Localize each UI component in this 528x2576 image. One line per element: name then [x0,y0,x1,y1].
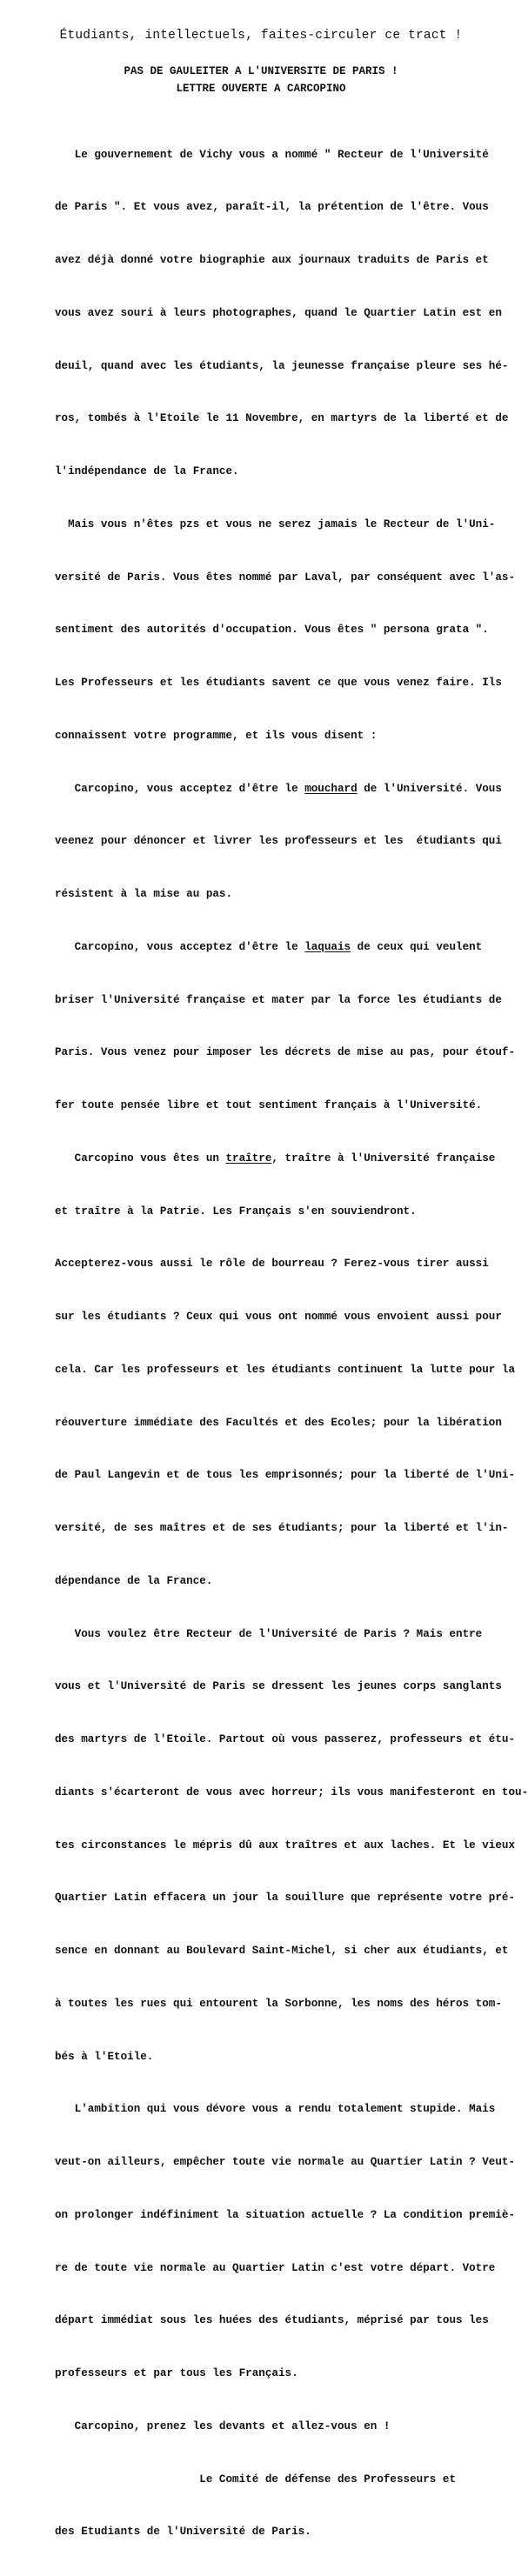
text-line: veut-on ailleurs, empêcher toute vie normale au Quartier Latin ? Veut- [55,2156,516,2168]
text-line: résistent à la mise au pas. [55,888,233,900]
text-line: diants s'écarteront de vous avec horreur; ils vous manifesteront en tou- [55,1785,528,1799]
text-line: réouverture immédiate des Facultés et des Ecoles; pour la libération [55,1416,502,1429]
signature-line: Le Comité de défense des Professeurs et [55,2473,457,2486]
text-line: sentiment des autorités d'occupation. Vous êtes " persona grata ". [55,624,489,637]
underlined-word: laquais [304,940,351,953]
text-line: connaissent votre programme, et ils vous disent : [55,729,378,742]
text-line: de Paul Langevin et de tous les emprisonnés; pour la liberté de l'Uni- [55,1469,516,1482]
text-line: à toutes les rues qui entourent la Sorbonne, les noms des héros tom- [55,1997,502,2010]
letter-body [55,110,528,2576]
text-line: tes circonstances le mépris dû aux traîtres et aux laches. Et le vieux [55,1839,516,1852]
text-line: de Paris ". Et vous avez, paraît-il, la prétention de l'être. Vous [55,201,489,214]
text-line: vous et l'Université de Paris se dressent les jeunes corps sanglants [55,1680,502,1693]
text-line: professeurs et par tous les Français. [55,2367,298,2379]
text-line: sence en donnant au Boulevard Saint-Michel, si cher aux étudiants, et [55,1945,509,1957]
text-line: on prolonger indéfiniment la situation actuelle ? La condition premiè- [55,2208,516,2221]
text-line: fer toute pensée libre et tout sentiment français à l'Université. [55,1099,483,1111]
line-start: Carcopino, vous acceptez d'être le [55,782,305,795]
tract-heading [0,63,522,97]
text-line: vous avez souri à leurs photographes, quand le Quartier Latin est en [55,306,502,319]
circulate-notice: Étudiants, intellectuels, faites-circuler ce tract ! [59,29,463,43]
text-line [55,780,502,797]
text-line: versité de Paris. Vous êtes nommé par Laval, par conséquent avec l'as- [55,571,516,584]
text-line: deuil, quand avec les étudiants, la jeunesse française pleure ses hé- [55,359,509,372]
signature-line: des Etudiants de l'Université de Paris. [55,2526,311,2539]
text-line: et traître à la Patrie. Les Français s'en souviendront. [55,1205,417,1218]
text-line: départ immédiat sous les huées des étudiants, méprisé par tous les [55,2314,489,2327]
underlined-word: mouchard [304,782,358,795]
text-line: des martyrs de l'Etoile. Partout où vous passerez, professeurs et étu- [55,1733,516,1745]
text-line: Mais vous n'êtes pzs et vous ne serez jamais le Recteur de l'Uni- [55,517,496,531]
line-rest: , traître à l'Université française [271,1151,496,1165]
text-line: Quartier Latin effacera un jour la souillure que représente votre pré- [55,1892,516,1905]
text-line: Carcopino, prenez les devants et allez-vous en ! [55,2419,391,2433]
text-line: ros, tombés à l'Etoile le 11 Novembre, en martyrs de la liberté et de [55,412,509,425]
text-line: veenez pour dénoncer et livrer les professeurs et les étudiants qui [55,835,502,848]
underlined-word: traître [225,1151,272,1165]
text-line: Le gouvernement de Vichy vous a nommé " Recteur de l'Université [55,148,489,161]
text-line: cela. Car les professeurs et les étudiants continuent la lutte pour la [55,1363,516,1376]
text-line: bés à l'Etoile. [55,2050,154,2063]
text-line: re de toute vie normale au Quartier Latin c'est votre départ. Votre [55,2261,496,2274]
line-rest: de l'Université. Vous [357,782,502,795]
text-line: Les Professeurs et les étudiants savent ce que vous venez faire. Ils [55,677,502,689]
line-start: Carcopino, vous acceptez d'être le [55,940,305,953]
text-line: versité, de ses maîtres et de ses étudiants; pour la liberté et l'in- [55,1522,509,1534]
text-line: Vous voulez être Recteur de l'Université de Paris ? Mais entre [55,1627,483,1640]
text-line [55,938,490,956]
line-rest: de ceux qui veulent [351,940,483,953]
text-line: L'ambition qui vous dévore vous a rendu totalement stupide. Mais [55,2103,496,2116]
text-line: l'indépendance de la France. [55,465,239,477]
text-line: avez déjà donné votre biographie aux journaux traduits de Paris et [55,254,489,266]
text-line: sur les étudiants ? Ceux qui vous ont nommé vous envoient aussi pour [55,1311,502,1323]
heading-line-2: LETTRE OUVERTE A CARCOPINO [176,83,346,95]
heading-line-1: PAS DE GAULEITER A L'UNIVERSITE DE PARIS ! [124,65,398,77]
text-line [55,1150,496,1167]
text-line: dépendance de la France. [55,1574,213,1587]
text-line: briser l'Université française et mater par la force les étudiants de [55,993,502,1006]
text-line: Accepterez-vous aussi le rôle de bourreau ? Ferez-vous tirer aussi [55,1258,489,1271]
line-start: Carcopino vous êtes un [55,1151,226,1165]
text-line: Paris. Vous venez pour imposer les décrets de mise au pas, pour étouf- [55,1046,516,1059]
